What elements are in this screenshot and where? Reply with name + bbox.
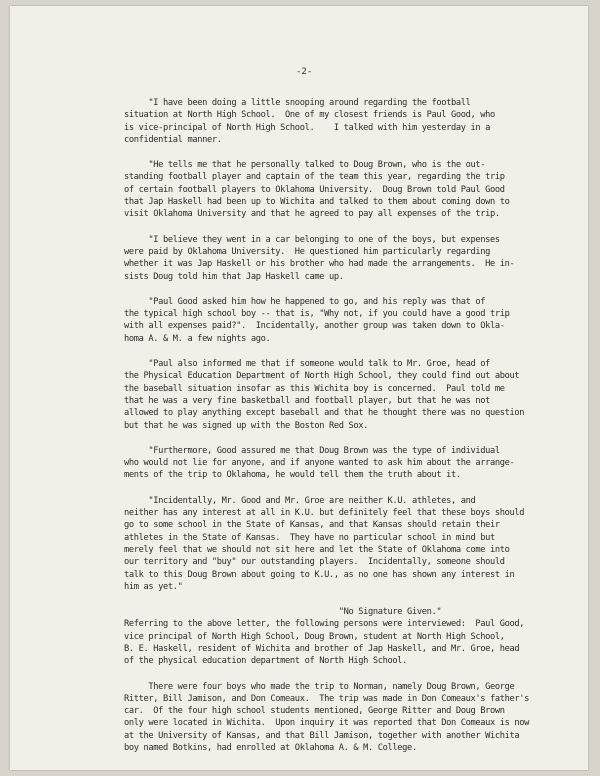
paragraph — [124, 234, 534, 283]
paragraph — [124, 159, 534, 220]
text-line: allowed to play anything except baseball and that he thought there was no question — [124, 408, 525, 419]
paragraph — [124, 681, 534, 755]
text-line: ments of the trip to Oklahoma, he would tell them the truth about it. — [124, 470, 461, 481]
text-line: "He tells me that he personally talked to Doug Brown, who is the out- — [124, 160, 486, 171]
text-line: him as yet." — [124, 581, 183, 592]
text-line: "Incidentally, Mr. Good and Mr. Groe are neither K.U. athletes, and — [124, 495, 476, 506]
text-line: visit Oklahoma University and that he agreed to pay all expenses of the trip. — [124, 209, 500, 220]
text-line: confidential manner. — [124, 134, 222, 145]
text-line: who would not lie for anyone, and if anyone wanted to ask him about the arrange- — [124, 458, 515, 469]
paragraph — [124, 296, 534, 345]
text-line: at the University of Kansas, and that Bill Jamison, together with another Wichita — [124, 730, 520, 741]
text-line: car. Of the four high school students mentioned, George Ritter and Doug Brown — [124, 706, 505, 717]
text-line: B. E. Haskell, resident of Wichita and brother of Jap Haskell, and Mr. Groe, head — [124, 643, 520, 654]
text-line: that he was a very fine basketball and football player, but that he was not — [124, 395, 491, 406]
paragraph — [124, 97, 534, 146]
document-page — [10, 6, 588, 770]
text-line: "Paul also informed me that if someone would talk to Mr. Groe, head of — [124, 359, 491, 370]
text-line: "I have been doing a little snooping around regarding the football — [124, 98, 471, 108]
text-line: of certain football players to Oklahoma University. Doug Brown told Paul Good — [124, 184, 505, 195]
text-line: "No Signature Given." — [124, 607, 442, 618]
text-line: that Jap Haskell had been up to Wichita and talked to them about coming down to — [124, 197, 510, 208]
text-line: Referring to the above letter, the following persons were interviewed: Paul Good, — [124, 619, 525, 630]
text-line: the Physical Education Department of North High School, they could find out about — [124, 371, 520, 382]
text-line: our territory and "buy" our outstanding players. Incidentally, someone should — [124, 557, 505, 568]
text-line: athletes in the State of Kansas. They have no particular school in mind but — [124, 532, 495, 543]
text-line: only were located in Wichita. Upon inquiry it was reported that Don Comeaux is now — [124, 718, 530, 729]
text-line: "I believe they went in a car belonging to one of the boys, but expenses — [124, 234, 500, 245]
text-line: with all expenses paid?". Incidentally, another group was taken down to Okla- — [124, 321, 505, 332]
signature-line — [124, 606, 534, 618]
text-line: sists Doug told him that Jap Haskell came up. — [124, 271, 344, 282]
paragraph — [124, 445, 534, 482]
text-line: the baseball situation insofar as this Wichita boy is concerned. Paul told me — [124, 383, 505, 394]
paragraph — [124, 358, 534, 432]
text-line: "Furthermore, Good assured me that Doug Brown was the type of individual — [124, 445, 500, 456]
text-line: is vice-principal of North High School. I talked with him yesterday in a — [124, 122, 491, 133]
paragraph — [124, 495, 534, 593]
text-line: neither has any interest at all in K.U. but definitely feel that these boys should — [124, 508, 525, 519]
text-line: talk to this Doug Brown about going to K.U., as no one has shown any interest in — [124, 569, 515, 580]
text-line: vice principal of North High School, Doug Brown, student at North High School, — [124, 631, 505, 642]
text-line: "Paul Good asked him how he happened to go, and his reply was that of — [124, 296, 486, 307]
text-line: the typical high school boy -- that is, "Why not, if you could have a good trip — [124, 309, 510, 320]
text-line: There were four boys who made the trip to Norman, namely Doug Brown, George — [124, 681, 515, 692]
page-number: -2- — [296, 67, 313, 77]
text-line: were paid by Oklahoma University. He questioned him particularly regarding — [124, 246, 491, 257]
text-line: boy named Botkins, had enrolled at Oklahoma A. & M. College. — [124, 743, 417, 754]
text-line: situation at North High School. One of my closest friends is Paul Good, who — [124, 110, 495, 121]
document-body — [124, 65, 534, 767]
text-line: merely feel that we should not sit here and let the State of Oklahoma come into — [124, 544, 510, 555]
text-line: standing football player and captain of the team this year, regarding the trip — [124, 172, 505, 183]
text-line: of the physical education department of North High School. — [124, 656, 408, 667]
text-line: homa A. & M. a few nights ago. — [124, 333, 271, 344]
text-line: but that he was signed up with the Boston Red Sox. — [124, 420, 369, 431]
paragraph — [124, 618, 534, 667]
text-line: whether it was Jap Haskell or his brother who had made the arrangements. He in- — [124, 259, 515, 270]
text-line: Ritter, Bill Jamison, and Don Comeaux. The trip was made in Don Comeaux's father's — [124, 693, 530, 704]
text-line: go to some school in the State of Kansas, and that Kansas should retain their — [124, 520, 500, 531]
